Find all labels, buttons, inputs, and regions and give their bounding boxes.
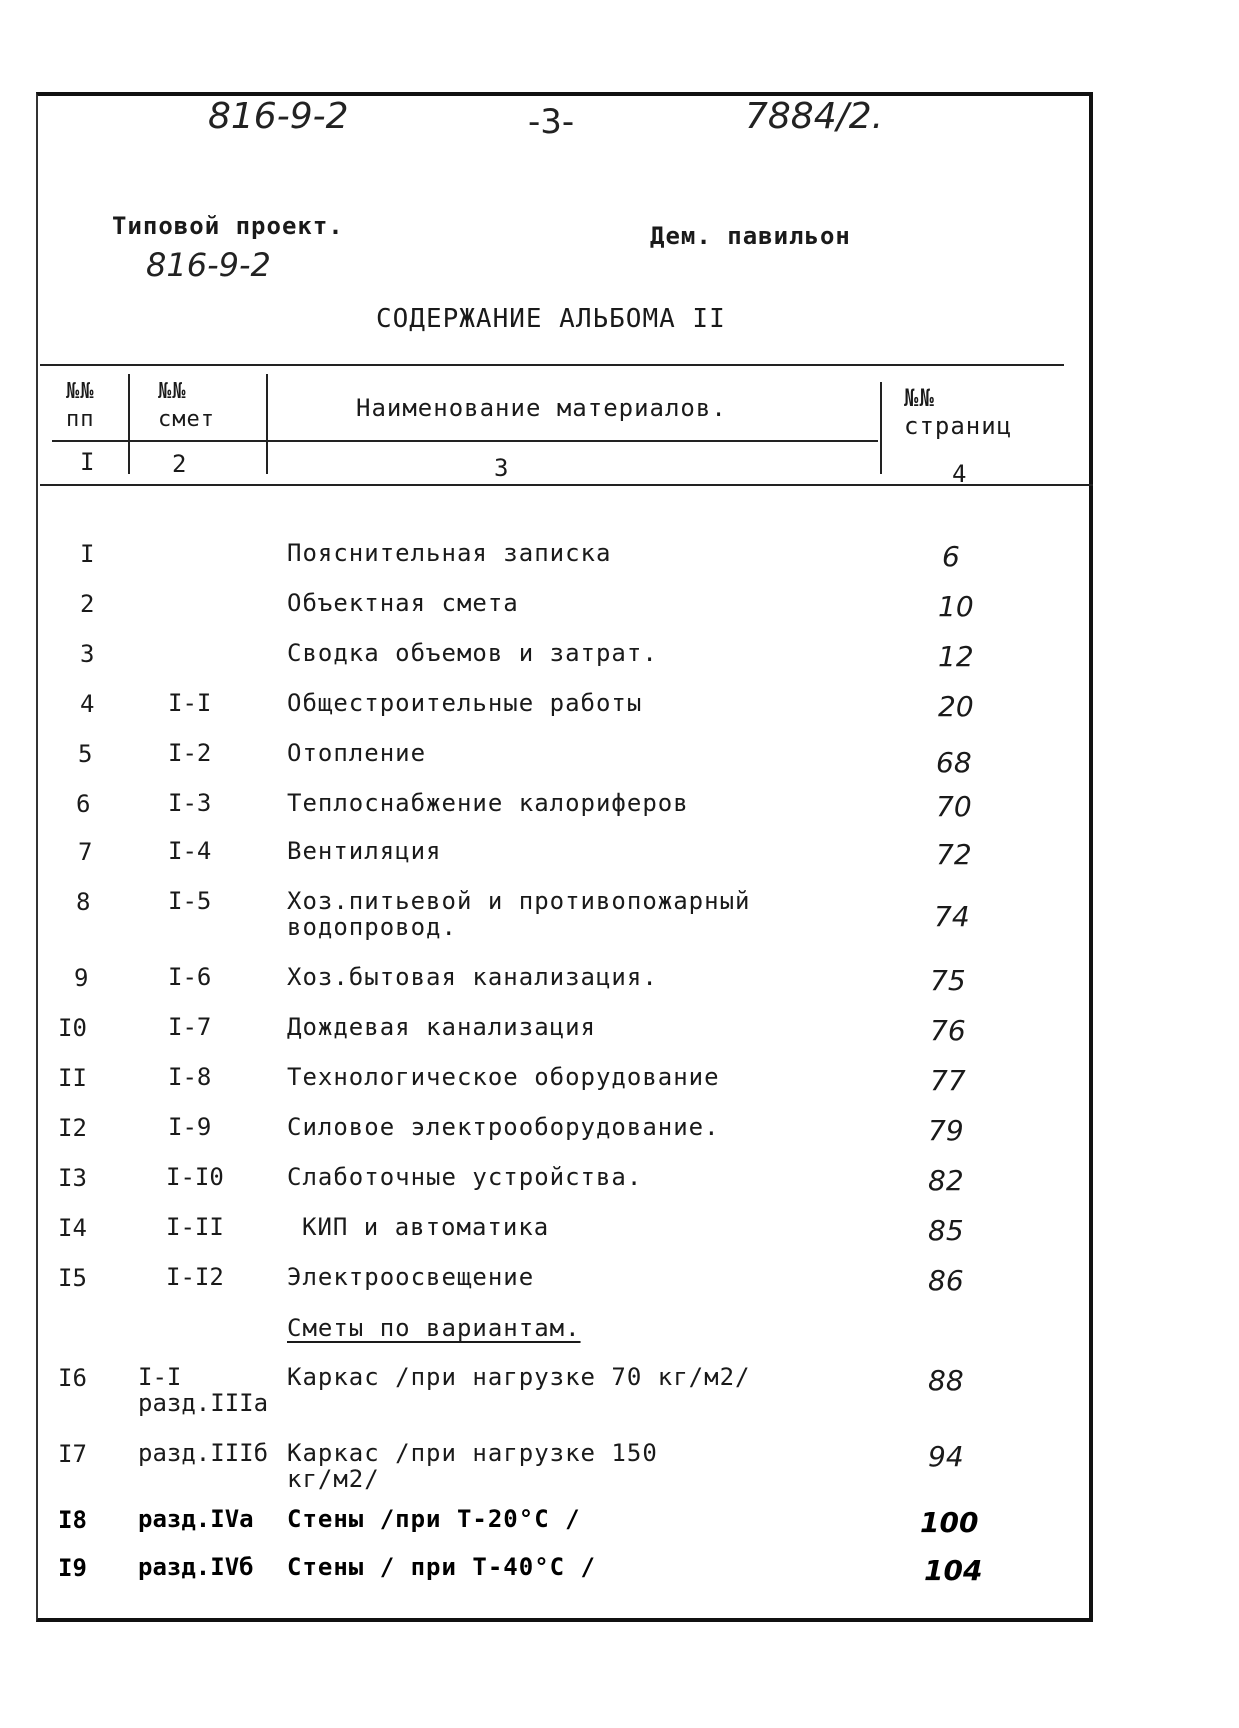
row-smeta: разд.IVа: [138, 1505, 254, 1533]
table-row: [0, 639, 1239, 673]
col1-number: I: [80, 448, 96, 476]
row-name: Общестроительные работы: [287, 689, 643, 717]
row-name: Стены / при Т-40°С /: [287, 1553, 596, 1581]
row-name: Электроосвещение: [287, 1263, 535, 1291]
row-page: 75: [930, 964, 966, 997]
row-page: 6: [942, 540, 960, 573]
row-number: I5: [58, 1264, 87, 1292]
table-row: [0, 1363, 1239, 1417]
row-number: 3: [80, 640, 95, 668]
row-number: 4: [80, 690, 95, 718]
row-page: 70: [936, 790, 972, 823]
row-page: 76: [930, 1014, 966, 1047]
row-number: I2: [58, 1114, 87, 1142]
row-smeta: I-II: [166, 1213, 224, 1241]
row-smeta: I-5: [168, 887, 212, 915]
col4-header: №№ страниц: [904, 384, 1013, 440]
row-smeta: I-I: [168, 689, 212, 717]
col-divider-1: [128, 374, 130, 474]
row-number: I3: [58, 1164, 87, 1192]
row-page: 72: [936, 838, 972, 871]
handwritten-code-right: 7884/2.: [745, 96, 884, 137]
row-page: 94: [928, 1440, 964, 1473]
table-row: [0, 539, 1239, 573]
row-smeta: I-2: [168, 739, 212, 767]
row-page: 104: [924, 1554, 983, 1587]
row-number: I4: [58, 1214, 87, 1242]
table-row: [0, 589, 1239, 623]
row-page: 86: [928, 1264, 964, 1297]
row-number: 7: [78, 838, 93, 866]
table-row: [0, 1505, 1239, 1539]
row-page: 82: [928, 1164, 964, 1197]
row-page: 100: [920, 1506, 979, 1539]
row-name: Дождевая канализация: [287, 1013, 596, 1041]
col1-header: №№ пп: [66, 379, 95, 432]
row-smeta: I-I разд.IIIа: [138, 1363, 269, 1417]
row-name: КИП и автоматика: [302, 1213, 550, 1241]
row-smeta: I-7: [168, 1013, 212, 1041]
row-number: 9: [74, 964, 89, 992]
row-smeta: разд.IVб: [138, 1553, 254, 1581]
row-page: 68: [936, 746, 972, 779]
col3-number: 3: [494, 454, 510, 482]
row-page: 12: [938, 640, 974, 673]
table-row: [0, 739, 1239, 779]
table-row: [0, 1013, 1239, 1047]
row-name: Хоз.бытовая канализация.: [287, 963, 658, 991]
row-page: 79: [928, 1114, 964, 1147]
row-smeta: I-6: [168, 963, 212, 991]
table-top-line: [40, 364, 1064, 366]
col4-number: 4: [952, 460, 968, 488]
col3-header: Наименование материалов.: [356, 394, 727, 422]
row-name: Каркас /при нагрузке 70 кг/м2/: [287, 1363, 751, 1391]
subsection-title: Сметы по вариантам.: [287, 1314, 581, 1342]
row-smeta: разд.IIIб: [138, 1439, 269, 1467]
row-name: Сводка объемов и затрат.: [287, 639, 658, 667]
row-number: II: [58, 1064, 87, 1092]
row-page: 85: [928, 1214, 964, 1247]
row-page: 74: [934, 900, 970, 933]
table-row: [0, 1553, 1239, 1587]
table-row: [0, 1263, 1239, 1297]
row-name: Объектная смета: [287, 589, 519, 617]
table-header-bottom-line: [40, 484, 1093, 486]
row-name: Каркас /при нагрузке 150 кг/м2/: [287, 1439, 658, 1493]
row-number: I: [80, 540, 95, 568]
handwritten-code-left: 816-9-2: [208, 96, 349, 137]
row-name: Пояснительная записка: [287, 539, 612, 567]
row-number: I7: [58, 1440, 87, 1468]
table-row: [0, 837, 1239, 871]
row-page: 77: [930, 1064, 966, 1097]
row-name: Технологическое оборудование: [287, 1063, 720, 1091]
row-smeta: I-3: [168, 789, 212, 817]
table-row: [0, 963, 1239, 997]
row-smeta: I-4: [168, 837, 212, 865]
table-row: [0, 1113, 1239, 1147]
row-name: Слаботочные устройства.: [287, 1163, 643, 1191]
col-divider-2: [266, 374, 268, 474]
row-number: I8: [58, 1506, 87, 1534]
row-page: 10: [938, 590, 974, 623]
col2-header: №№ смет: [158, 379, 215, 432]
table-row: [0, 1213, 1239, 1247]
header-number-line: [52, 440, 878, 442]
page-marker: -3-: [528, 102, 575, 142]
row-smeta: I-I2: [166, 1263, 224, 1291]
object-name: Дем. павильон: [650, 222, 851, 250]
row-number: 6: [76, 790, 91, 818]
row-number: 2: [80, 590, 95, 618]
row-number: 5: [78, 740, 93, 768]
table-row: [0, 1439, 1239, 1493]
page-title: СОДЕРЖАНИЕ АЛЬБОМА II: [376, 304, 726, 334]
row-smeta: I-9: [168, 1113, 212, 1141]
table-row: [0, 1063, 1239, 1097]
col-divider-3: [880, 382, 882, 474]
row-name: Вентиляция: [287, 837, 442, 865]
row-smeta: I-8: [168, 1063, 212, 1091]
row-name: Отопление: [287, 739, 427, 767]
row-name: Теплоснабжение калориферов: [287, 789, 689, 817]
row-number: I9: [58, 1554, 87, 1582]
row-page: 20: [938, 690, 974, 723]
table-row: [0, 887, 1239, 941]
table-row: [0, 689, 1239, 723]
table-row: [0, 1163, 1239, 1197]
row-number: I0: [58, 1014, 87, 1042]
row-page: 88: [928, 1364, 964, 1397]
row-number: I6: [58, 1364, 87, 1392]
col2-number: 2: [172, 450, 188, 478]
row-name: Хоз.питьевой и противопожарный водопровод.: [287, 887, 751, 941]
row-name: Силовое электрооборудование.: [287, 1113, 720, 1141]
row-number: 8: [76, 888, 91, 916]
row-smeta: I-I0: [166, 1163, 224, 1191]
doc-code: 816-9-2: [146, 246, 271, 284]
row-name: Стены /при Т-20°С /: [287, 1505, 581, 1533]
table-row: [0, 789, 1239, 823]
doc-type: Типовой проект.: [112, 212, 344, 240]
